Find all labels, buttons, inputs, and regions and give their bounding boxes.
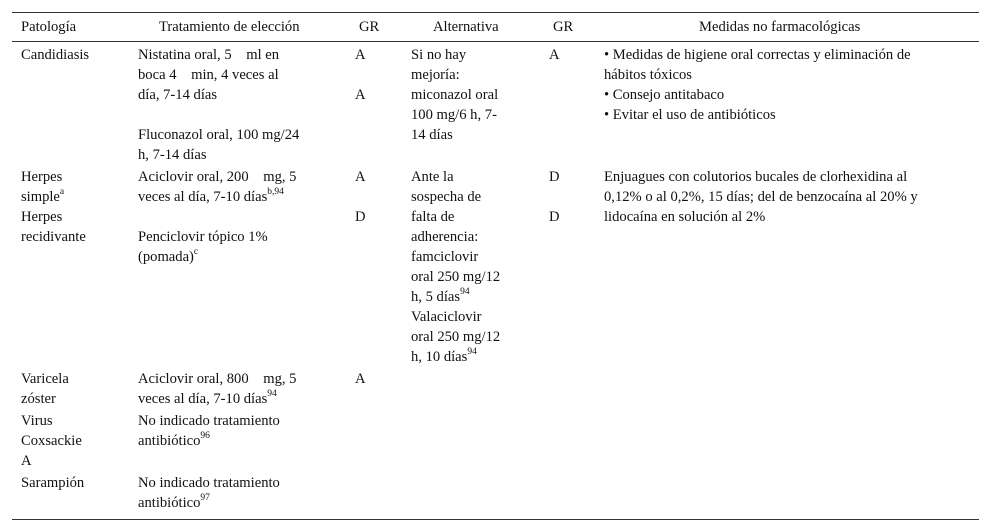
text-line: falta de: [411, 209, 455, 225]
candidiasis-gr-1b: A: [355, 87, 366, 103]
herpes-tratamiento-2: [138, 227, 268, 267]
text-line: miconazol oral: [411, 87, 499, 103]
text-line: Ante la: [411, 169, 454, 185]
text-segment: h, 5 días: [411, 289, 461, 305]
footnote-ref: 94: [267, 389, 277, 400]
table-bottom-rule: [12, 519, 979, 520]
text-line: [21, 187, 64, 207]
text-line: h, 7-14 días: [138, 147, 207, 163]
text-line: Virus: [21, 413, 53, 429]
text-line: [138, 389, 296, 409]
text-line: No indicado tratamiento: [138, 413, 280, 429]
herpes-simple-patologia: [21, 167, 64, 207]
text-line: oral 250 mg/12: [411, 329, 501, 345]
candidiasis-tratamiento-1: [138, 45, 279, 105]
text-line: 14 días: [411, 127, 453, 143]
text-line: • Evitar el uso de antibióticos: [604, 107, 776, 123]
text-line: día, 7-14 días: [138, 87, 218, 103]
varicela-patologia: [21, 369, 69, 409]
footnote-ref: a: [59, 187, 65, 198]
text-segment: (pomada): [138, 249, 194, 265]
table-header-rule: [12, 41, 979, 42]
text-line: [411, 287, 500, 307]
varicela-tratamiento: [138, 369, 296, 409]
text-line: oral 250 mg/12: [411, 269, 501, 285]
text-line: Si no hay: [411, 47, 467, 63]
text-line: [138, 187, 296, 207]
candidiasis-tratamiento-2: [138, 125, 299, 165]
text-segment: veces al día, 7-10 días: [138, 391, 268, 407]
text-line: Coxsackie: [21, 433, 82, 449]
text-segment: antibiótico: [138, 495, 201, 511]
footnote-ref: 94: [460, 287, 470, 298]
coxsackie-tratamiento: [138, 411, 280, 451]
text-line: hábitos tóxicos: [604, 67, 692, 83]
varicela-gr-1: A: [355, 371, 366, 387]
table-top-rule: [12, 12, 979, 13]
text-line: [138, 431, 280, 451]
text-line: Aciclovir oral, 800 mg, 5: [138, 371, 297, 387]
text-line: [138, 493, 280, 513]
header-alternativa: Alternativa: [433, 19, 499, 35]
text-segment: veces al día, 7-10 días: [138, 189, 268, 205]
footnote-ref: 94: [467, 347, 477, 358]
text-segment: h, 10 días: [411, 349, 468, 365]
text-line: • Medidas de higiene oral correctas y eliminación de: [604, 47, 911, 63]
footnote-ref: 97: [200, 493, 210, 504]
header-gr-1: GR: [359, 19, 380, 35]
text-line: Varicela: [21, 371, 69, 387]
herpes-medidas: [604, 167, 918, 227]
text-line: famciclovir: [411, 249, 479, 265]
header-tratamiento: Tratamiento de elección: [159, 19, 300, 35]
candidiasis-patologia: Candidiasis: [21, 47, 90, 63]
sarampion-patologia: Sarampión: [21, 475, 85, 491]
text-line: 100 mg/6 h, 7-: [411, 107, 497, 123]
text-line: Aciclovir oral, 200 mg, 5: [138, 169, 297, 185]
footnote-ref: b,94: [267, 187, 284, 198]
text-line: • Consejo antitabaco: [604, 87, 725, 103]
candidiasis-gr-1a: A: [355, 47, 366, 63]
text-line: Valaciclovir: [411, 309, 482, 325]
footnote-ref: c: [193, 247, 199, 258]
herpes-gr-2b: D: [549, 209, 560, 225]
candidiasis-medidas: [604, 45, 911, 125]
header-patologia: Patología: [21, 19, 77, 35]
herpes-recidivante-patologia: [21, 207, 86, 247]
header-medidas: Medidas no farmacológicas: [699, 19, 861, 35]
header-gr-2: GR: [553, 19, 574, 35]
text-segment: antibiótico: [138, 433, 201, 449]
text-line: Herpes: [21, 169, 63, 185]
text-line: No indicado tratamiento: [138, 475, 280, 491]
text-line: 0,12% o al 0,2%, 15 días; del de benzocaína al 20% y: [604, 189, 918, 205]
coxsackie-patologia: [21, 411, 82, 471]
text-line: [411, 347, 500, 367]
text-line: sospecha de: [411, 189, 482, 205]
text-line: mejoría:: [411, 67, 460, 83]
text-line: recidivante: [21, 229, 86, 245]
herpes-gr-1b: D: [355, 209, 366, 225]
candidiasis-alternativa: [411, 45, 498, 145]
text-line: Enjuagues con colutorios bucales de clorhexidina al: [604, 169, 908, 185]
text-line: Penciclovir tópico 1%: [138, 229, 268, 245]
herpes-gr-1a: A: [355, 169, 366, 185]
candidiasis-gr-2: A: [549, 47, 560, 63]
text-line: Fluconazol oral, 100 mg/24: [138, 127, 300, 143]
text-line: zóster: [21, 391, 56, 407]
herpes-alternativa: [411, 167, 500, 367]
text-line: lidocaína en solución al 2%: [604, 209, 766, 225]
text-segment: simple: [21, 189, 60, 205]
sarampion-tratamiento: [138, 473, 280, 513]
text-line: A: [21, 453, 32, 469]
herpes-gr-2a: D: [549, 169, 560, 185]
text-line: Herpes: [21, 209, 63, 225]
text-line: [138, 247, 268, 267]
herpes-tratamiento-1: [138, 167, 296, 207]
text-line: Nistatina oral, 5 ml en: [138, 47, 280, 63]
text-line: boca 4 min, 4 veces al: [138, 67, 279, 83]
text-line: adherencia:: [411, 229, 479, 245]
footnote-ref: 96: [200, 431, 210, 442]
